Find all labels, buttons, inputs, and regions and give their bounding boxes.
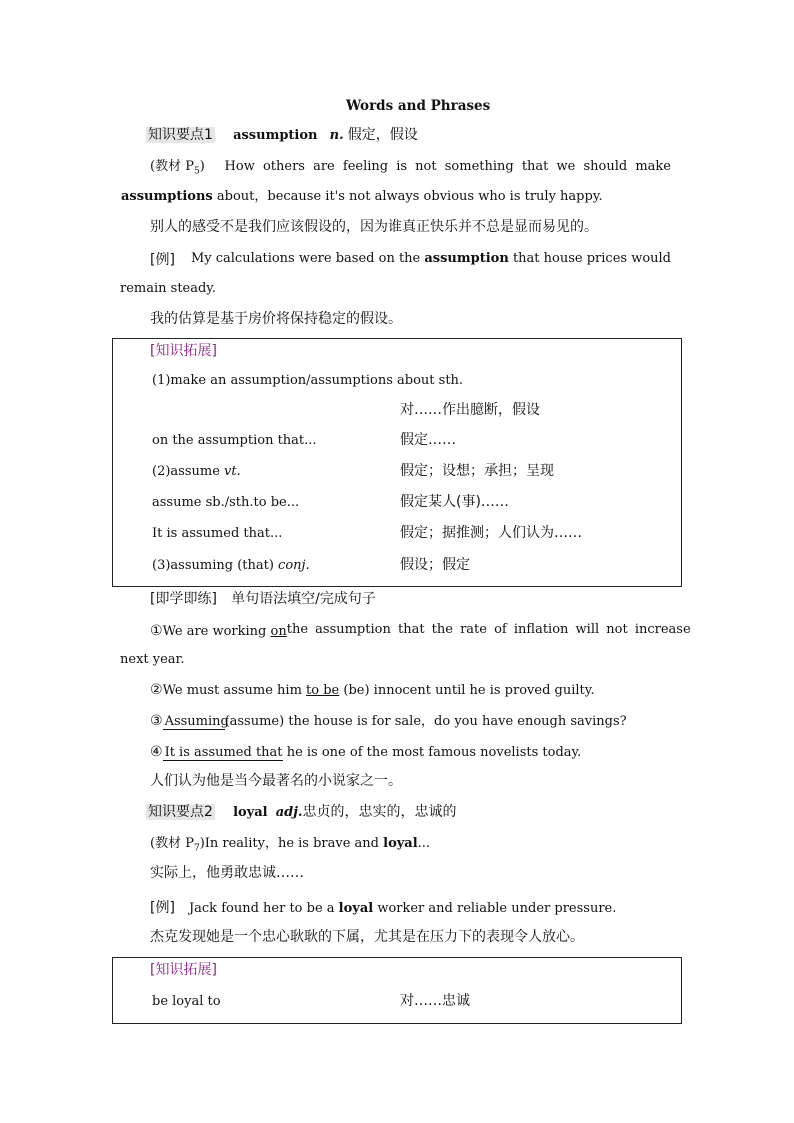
box1-row-7-en: (3)assuming (that) conj. [152, 558, 310, 573]
kp1-example-cn: 我的估算是基于房价将保持稳定的假设。 [150, 311, 402, 327]
box1-row-1-en: (1)make an assumption/assumptions about sth. [152, 373, 464, 388]
practice-q1-answer: on [270, 624, 287, 639]
box1-row-6-en: It is assumed that... [152, 526, 283, 541]
kp1-example-line-1 [150, 251, 671, 269]
kp1-example-tag: [例] [150, 252, 175, 268]
practice-q4: ④ It is assumed that he is one of the most famous novelists today. [150, 744, 582, 760]
box1-heading: [知识拓展] [150, 343, 217, 359]
box1-row-3-en: on the assumption that... [152, 433, 317, 448]
box1-row-6-cn: 假定；据推测；人们认为…… [400, 525, 582, 541]
practice-q4-cn: 人们认为他是当今最著名的小说家之一。 [150, 773, 402, 789]
practice-q2-answer: to be [306, 683, 340, 698]
practice-q1-line-2: next year. [120, 652, 185, 667]
kp2-source: (教材 $P_7)In$ reality，he is brave and loyal... [150, 836, 431, 854]
kp2-source-cn: 实际上，他勇敢忠诚…… [150, 865, 304, 881]
kp1-pos: n. [329, 128, 344, 143]
kp2-meaning: 忠贞的，忠实的，忠诚的 [302, 804, 457, 820]
kp1-source-text-1: How others are feeling is not something that we should make [224, 159, 671, 174]
practice-heading [150, 590, 376, 608]
box1-row-2-cn: 对……作出臆断，假设 [400, 402, 540, 418]
practice-q3: ③ Assuming(assume) the house is for sale，do you have enough savings? [150, 713, 627, 729]
kp2-word: loyal [233, 805, 268, 820]
kp1-source-line-2 [121, 189, 603, 205]
kp1-example-text: My calculations were based on the assumption that house prices would [190, 251, 671, 266]
kp1-heading [146, 126, 418, 144]
practice-q4-answer: It is assumed that [164, 745, 283, 760]
practice-q2: ②We must assume him to be (be) innocent until he is proved guilty. [150, 682, 595, 698]
practice-q1-line-1 [150, 622, 691, 640]
kp1-source-bold: assumptions [121, 189, 213, 204]
practice-q3-answer: Assuming [164, 714, 229, 729]
kp2-heading [146, 803, 456, 821]
kp1-source-line-1 [150, 159, 671, 180]
kp1-word: assumption [233, 128, 318, 143]
box1-row-3-cn: 假定…… [400, 432, 456, 448]
kp2-tag: 知识要点2 [148, 804, 213, 820]
kp2-pos: adj. [275, 805, 303, 820]
practice-q1-rest: the assumption that the rate of inflation will not increase [286, 622, 691, 637]
kp1-tag: 知识要点1 [148, 127, 213, 143]
box2-row-cn: 对……忠诚 [400, 993, 470, 1009]
kp1-source-cn: 别人的感受不是我们应该假设的，因为谁真正快乐并不总是显而易见的。 [150, 219, 598, 235]
kp1-source-ref: (教材 $P_5$) [150, 159, 205, 177]
box1-row-5-en: assume sb./sth.to be... [152, 495, 300, 510]
page-title: Words and Phrases [346, 98, 491, 114]
kp2-example: [例] Jack found her to be a loyal worker and reliable under pressure. [150, 900, 617, 916]
practice-tag: [即学即练] [150, 591, 217, 607]
kp2-example-cn: 杰克发现她是一个忠心耿耿的下属，尤其是在压力下的表现令人放心。 [150, 929, 584, 945]
box1-row-4-cn: 假定；设想；承担；呈现 [400, 463, 554, 479]
box2-row-en: be loyal to [152, 994, 221, 1009]
box1-row-4-en: (2)assume vt. [152, 464, 241, 479]
kp1-source-text-2: about，because it's not always obvious who is truly happy. [212, 189, 603, 204]
kp1-meaning: 假定，假设 [347, 127, 418, 143]
practice-q1: ①We are working on [150, 623, 287, 639]
practice-label: 单句语法填空/完成句子 [231, 591, 376, 607]
box2-heading: [知识拓展] [150, 962, 217, 978]
box1-row-7-cn: 假设；假定 [400, 557, 470, 573]
box1-row-5-cn: 假定某人(事)…… [400, 494, 509, 510]
kp1-example-line-2: remain steady. [120, 281, 217, 296]
